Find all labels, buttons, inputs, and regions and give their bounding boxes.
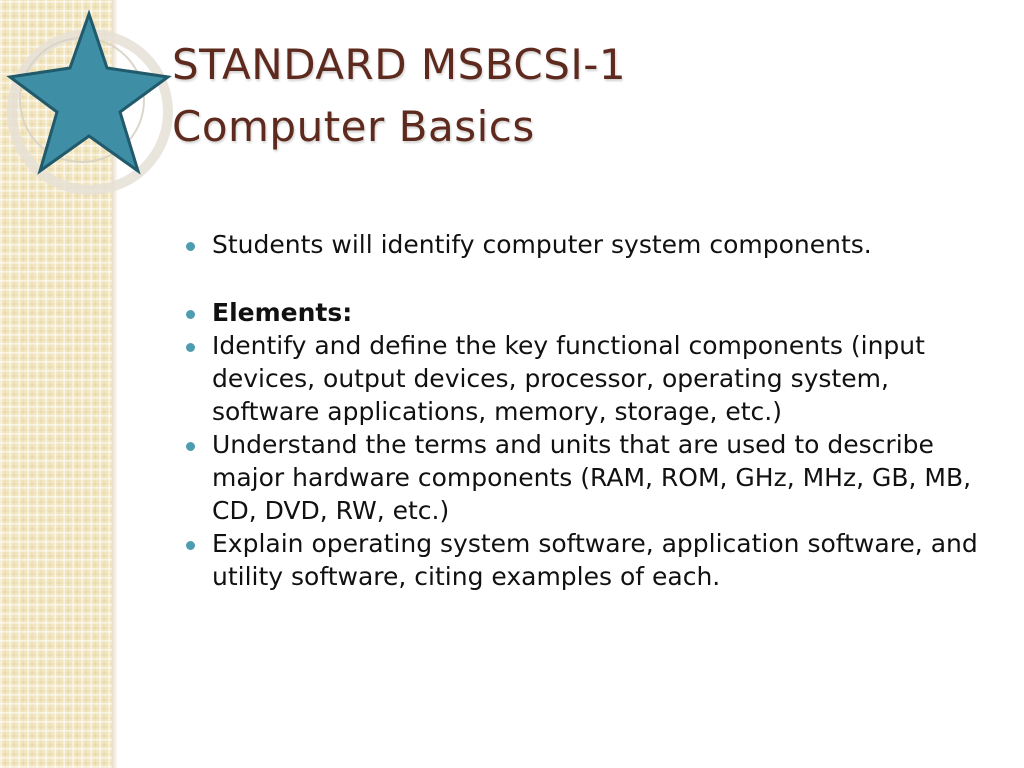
slide-title: [172, 34, 626, 158]
bullet-item: [186, 228, 1001, 261]
bullet-text: Students will identify computer system components.: [212, 230, 872, 259]
bullet-list: [186, 228, 1001, 593]
bullet-text: Explain operating system software, application software, and utility software, citing examples of each.: [212, 529, 978, 591]
bullet-item: [186, 428, 1001, 527]
bullet-item: [186, 527, 1001, 593]
star-icon: [10, 14, 168, 171]
bullet-dot-icon: [186, 442, 195, 451]
bullet-item: [186, 296, 1001, 329]
bullet-text: Understand the terms and units that are used to describe major hardware components (RAM, ROM, GHz, MHz, GB, MB, CD, DVD, RW, etc.): [212, 430, 972, 525]
bullet-text-heading: Elements:: [212, 298, 353, 327]
title-line-standard: STANDARD MSBCSI-1: [172, 40, 627, 89]
bullet-text: Identify and define the key functional components (input devices, output devices, processor, operating system, software applications, memory, storage, etc.): [212, 331, 925, 426]
bullet-dot-icon: [186, 541, 195, 550]
bullet-item: [186, 329, 1001, 428]
bullet-dot-icon: [186, 242, 195, 251]
bullet-dot-icon: [186, 310, 195, 319]
bullet-dot-icon: [186, 343, 195, 352]
title-line-subject: Computer Basics: [172, 102, 535, 151]
